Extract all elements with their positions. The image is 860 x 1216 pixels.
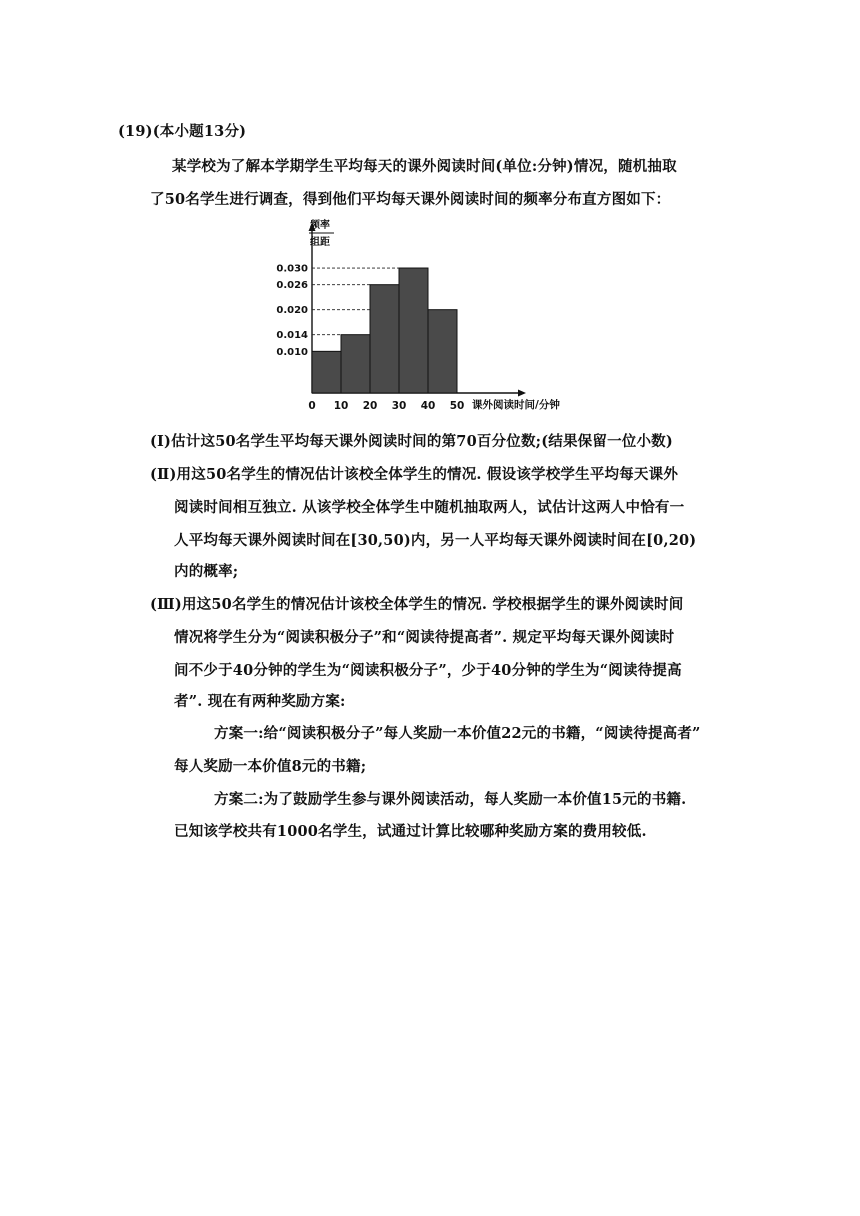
x-tick-label: 30 <box>391 400 407 412</box>
x-tick-label: 20 <box>362 400 378 412</box>
x-axis-arrow <box>518 390 526 397</box>
x-tick-label: 10 <box>333 400 349 412</box>
histogram-chart <box>260 218 620 418</box>
histogram-bar <box>312 351 341 393</box>
x-tick-label: 50 <box>449 400 465 412</box>
y-axis-label-top: 频率 <box>310 220 330 231</box>
plan-2-line-2: 已知该学校共有1000名学生，试通过计算比较哪种奖励方案的费用较低. <box>174 823 647 840</box>
part-3-line-3: 间不少于40分钟的学生为“阅读积极分子”，少于40分钟的学生为“阅读待提高 <box>174 662 682 679</box>
y-tick-label: 0.014 <box>276 330 308 342</box>
part-2-line-4: 内的概率; <box>174 563 239 580</box>
plan-1-line-2: 每人奖励一本价值8元的书籍; <box>174 758 367 775</box>
x-tick-label: 40 <box>420 400 436 412</box>
question-score: (本小题13分) <box>152 123 247 140</box>
y-tick-label: 0.030 <box>276 263 308 275</box>
part-2-line-2: 阅读时间相互独立. 从该学校全体学生中随机抽取两人，试估计这两人中恰有一 <box>174 499 685 516</box>
y-axis-label-bottom: 组距 <box>310 237 330 248</box>
intro-line-2: 了50名学生进行调查，得到他们平均每天课外阅读时间的频率分布直方图如下： <box>150 191 671 208</box>
question-header <box>118 120 246 141</box>
part-3-line-4: 者”. 现在有两种奖励方案: <box>174 693 346 710</box>
y-tick-label: 0.020 <box>276 305 308 317</box>
y-tick-label: 0.010 <box>276 346 308 358</box>
histogram-bar <box>399 268 428 393</box>
y-tick-label: 0.026 <box>276 280 308 292</box>
histogram-bar <box>370 285 399 393</box>
intro-line-1: 某学校为了解本学期学生平均每天的课外阅读时间(单位:分钟)情况，随机抽取 <box>172 158 677 175</box>
part-1: (Ⅰ)估计这50名学生平均每天课外阅读时间的第70百分位数;(结果保留一位小数) <box>150 433 673 450</box>
part-2-line-1: (Ⅱ)用这50名学生的情况估计该校全体学生的情况. 假设该学校学生平均每天课外 <box>150 466 679 483</box>
plan-2-line-1: 方案二:为了鼓励学生参与课外阅读活动，每人奖励一本价值15元的书籍. <box>214 791 687 808</box>
histogram-bar <box>428 310 457 393</box>
chart-bars <box>312 268 457 393</box>
part-2-line-3: 人平均每天课外阅读时间在[30,50)内，另一人平均每天课外阅读时间在[0,20) <box>174 532 697 549</box>
part-3-line-1: (Ⅲ)用这50名学生的情况估计该校全体学生的情况. 学校根据学生的课外阅读时间 <box>150 596 684 613</box>
question-number: (19) <box>118 123 153 140</box>
x-axis-label: 课外阅读时间/分钟 <box>472 399 560 411</box>
part-3-line-2: 情况将学生分为“阅读积极分子”和“阅读待提高者”. 规定平均每天课外阅读时 <box>174 629 675 646</box>
histogram-bar <box>341 335 370 393</box>
plan-1-line-1: 方案一:给“阅读积极分子”每人奖励一本价值22元的书籍，“阅读待提高者” <box>214 725 701 742</box>
x-tick-label: 0 <box>308 400 316 412</box>
